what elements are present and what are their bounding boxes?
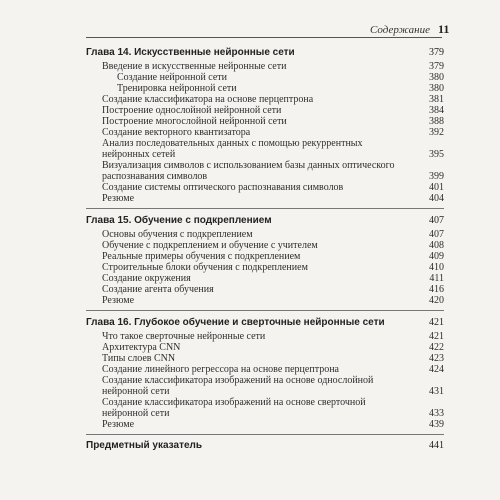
- chapter-page: 407: [429, 215, 444, 226]
- page-number: 11: [438, 22, 450, 36]
- toc-entry[interactable]: [86, 116, 444, 127]
- toc-entry[interactable]: [86, 182, 444, 193]
- toc-entry[interactable]: [86, 353, 444, 364]
- toc-entry-text: Резюме: [102, 419, 135, 430]
- toc-entry-text: Создание системы оптического распознавания символов: [102, 182, 344, 193]
- toc-entry-text: Создание векторного квантизатора: [102, 127, 251, 138]
- toc-entry-page: 381: [429, 94, 444, 105]
- toc-entry[interactable]: [86, 284, 444, 295]
- toc-entry-page: 439: [429, 419, 444, 430]
- toc-entry[interactable]: [86, 419, 444, 430]
- toc-entry-page: 408: [429, 240, 444, 251]
- toc-entry[interactable]: [86, 83, 444, 94]
- toc-entry[interactable]: [86, 160, 444, 182]
- chapter-title-text: Глава 15. Обучение с подкреплением: [86, 215, 272, 226]
- toc-entry-page: 416: [429, 284, 444, 295]
- toc-entry[interactable]: [86, 251, 444, 262]
- toc-entry-text: Тренировка нейронной сети: [117, 83, 237, 94]
- toc-entry[interactable]: [86, 193, 444, 204]
- toc-entry-text: Создание классификатора изображений на основе однослойной нейронной сети: [102, 375, 374, 397]
- toc-entry-page: 411: [429, 273, 444, 284]
- toc-entry-text: Создание агента обучения: [102, 284, 214, 295]
- subject-index-title: Предметный указатель: [86, 440, 203, 451]
- toc-entry-page: 380: [429, 72, 444, 83]
- toc-entry-page: 399: [429, 171, 444, 182]
- toc-entry-page: 423: [429, 353, 444, 364]
- toc-entry[interactable]: [86, 229, 444, 240]
- toc-entry[interactable]: [86, 127, 444, 138]
- chapter-14: [86, 44, 444, 204]
- running-head-title: Содержание: [369, 24, 430, 36]
- toc-entry-text: Построение многослойной нейронной сети: [102, 116, 287, 127]
- toc-entry-text: Построение однослойной нейронной сети: [102, 105, 282, 116]
- toc-entry-page: 401: [429, 182, 444, 193]
- toc-entry-page: 410: [429, 262, 444, 273]
- toc-entry-page: 409: [429, 251, 444, 262]
- toc-entry-page: 420: [429, 295, 444, 306]
- toc-entry-text: Типы слоев CNN: [102, 353, 176, 364]
- toc-entry-text: Анализ последовательных данных с помощью рекуррентных нейронных сетей: [102, 138, 363, 160]
- table-of-contents: [86, 44, 444, 452]
- toc-entry[interactable]: [86, 273, 444, 284]
- toc-entry[interactable]: [86, 240, 444, 251]
- toc-entry[interactable]: [86, 61, 444, 72]
- toc-entry[interactable]: [86, 94, 444, 105]
- toc-entry-text: Создание классификатора изображений на основе сверточной нейронной сети: [102, 397, 366, 419]
- toc-entry-page: 407: [429, 229, 444, 240]
- toc-entry-text: Что такое сверточные нейронные сети: [102, 331, 266, 342]
- toc-entry[interactable]: [86, 331, 444, 342]
- toc-entry[interactable]: [86, 138, 444, 160]
- toc-entry[interactable]: [86, 262, 444, 273]
- toc-entry-page: 424: [429, 364, 444, 375]
- toc-entry-page: 379: [429, 61, 444, 72]
- toc-entry[interactable]: [86, 105, 444, 116]
- toc-entry-text: Резюме: [102, 295, 135, 306]
- toc-entry[interactable]: [86, 342, 444, 353]
- toc-entry[interactable]: [86, 295, 444, 306]
- toc-entry-page: 380: [429, 83, 444, 94]
- toc-entry[interactable]: [86, 364, 444, 375]
- chapter-title-text: Глава 16. Глубокое обучение и сверточные нейронные сети: [86, 317, 385, 328]
- header-rule: [86, 37, 442, 38]
- chapter-page: 421: [429, 317, 444, 328]
- toc-entry-page: 431: [429, 386, 444, 397]
- toc-entry-page: 395: [429, 149, 444, 160]
- chapter-title[interactable]: [86, 44, 444, 59]
- toc-entry-page: 421: [429, 331, 444, 342]
- chapter-divider: [86, 208, 444, 209]
- toc-entry-text: Создание нейронной сети: [117, 72, 228, 83]
- toc-entry[interactable]: [86, 375, 444, 397]
- toc-entry-text: Архитектура CNN: [102, 342, 181, 353]
- chapter-title[interactable]: [86, 314, 444, 329]
- toc-entry-text: Реальные примеры обучения с подкреплением: [102, 251, 301, 262]
- chapter-title-text: Глава 14. Искусственные нейронные сети: [86, 47, 295, 58]
- chapter-15: [86, 212, 444, 306]
- toc-entry-text: Введение в искусственные нейронные сети: [102, 61, 287, 72]
- chapter-title[interactable]: [86, 212, 444, 227]
- toc-entry-text: Создание окружения: [102, 273, 191, 284]
- toc-entry[interactable]: [86, 397, 444, 419]
- toc-entry-text: Создание классификатора на основе перцептрона: [102, 94, 314, 105]
- toc-entry-page: 384: [429, 105, 444, 116]
- toc-entry-text: Строительные блоки обучения с подкреплением: [102, 262, 308, 273]
- toc-entry-page: 388: [429, 116, 444, 127]
- chapter-16: [86, 314, 444, 430]
- subject-index-page: 441: [429, 440, 444, 451]
- toc-entry-text: Визуализация символов с использованием базы данных оптического распознавания символов: [102, 160, 395, 182]
- toc-entry-page: 392: [429, 127, 444, 138]
- subject-index-entry[interactable]: [86, 438, 444, 452]
- toc-entry-text: Основы обучения с подкреплением: [102, 229, 253, 240]
- toc-entry-page: 404: [429, 193, 444, 204]
- chapter-divider: [86, 434, 444, 435]
- toc-entry-text: Обучение с подкреплением и обучение с учителем: [102, 240, 318, 251]
- toc-entry-page: 433: [429, 408, 444, 419]
- toc-entry[interactable]: [86, 72, 444, 83]
- chapter-page: 379: [429, 47, 444, 58]
- chapter-divider: [86, 310, 444, 311]
- toc-entry-page: 422: [429, 342, 444, 353]
- toc-entry-text: Резюме: [102, 193, 135, 204]
- toc-entry-text: Создание линейного регрессора на основе перцептрона: [102, 364, 339, 375]
